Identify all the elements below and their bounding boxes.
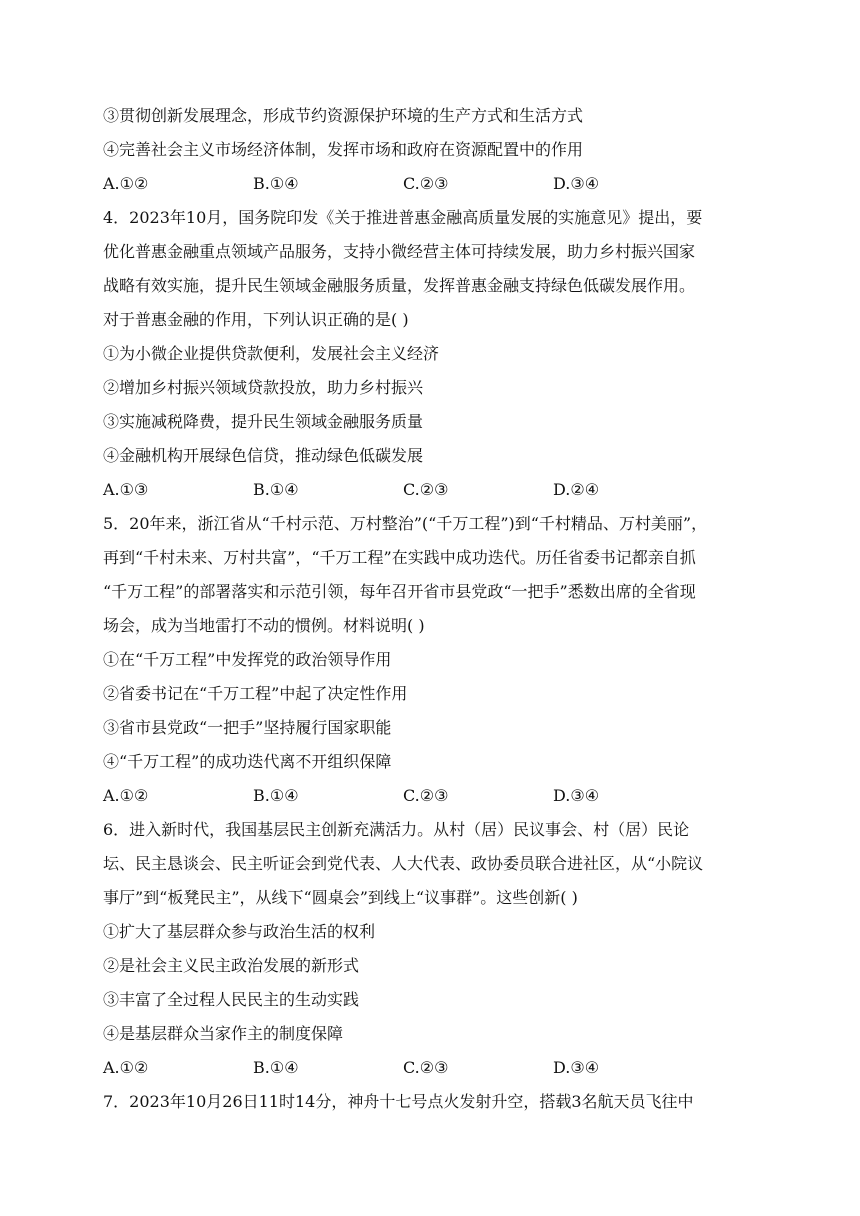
option-c: C.②③ bbox=[403, 1058, 449, 1077]
option-b: B.①④ bbox=[253, 174, 299, 193]
question-stem-line: 战略有效实施，提升民生领域金融服务质量，发挥普惠金融支持绿色低碳发展作用。 bbox=[103, 276, 696, 295]
choice-item: ②省委书记在“千万工程”中起了决定性作用 bbox=[103, 684, 408, 703]
option-c: C.②③ bbox=[403, 174, 449, 193]
question-stem-line: 再到“千村未来、万村共富”，“千万工程”在实践中成功迭代。历任省委书记都亲自抓 bbox=[103, 548, 696, 567]
answer-options bbox=[103, 473, 763, 507]
question-stem-line: 7．2023年10月26日11时14分，神舟十七号点火发射升空，搭载3名航天员飞往中 bbox=[103, 1092, 694, 1111]
question-stem-line: 对于普惠金融的作用，下列认识正确的是( ) bbox=[103, 310, 409, 329]
choice-item: ②是社会主义民主政治发展的新形式 bbox=[103, 956, 360, 975]
choice-item: ②增加乡村振兴领域贷款投放，助力乡村振兴 bbox=[103, 378, 424, 397]
option-a: A.①② bbox=[103, 786, 149, 805]
answer-options bbox=[103, 779, 763, 813]
question-stem-line: 场会，成为当地雷打不动的惯例。材料说明( ) bbox=[103, 616, 425, 635]
option-b: B.①④ bbox=[253, 480, 299, 499]
option-c: C.②③ bbox=[403, 480, 449, 499]
choice-item: ④完善社会主义市场经济体制，发挥市场和政府在资源配置中的作用 bbox=[103, 140, 584, 159]
option-a: A.①③ bbox=[103, 480, 149, 499]
choice-item: ①为小微企业提供贷款便利，发展社会主义经济 bbox=[103, 344, 440, 363]
option-d: D.③④ bbox=[553, 786, 600, 805]
option-d: D.③④ bbox=[553, 1058, 600, 1077]
question-stem-line: 优化普惠金融重点领域产品服务，支持小微经营主体可持续发展，助力乡村振兴国家 bbox=[103, 242, 696, 261]
option-a: A.①② bbox=[103, 1058, 149, 1077]
answer-options bbox=[103, 167, 763, 201]
question-6 bbox=[103, 813, 763, 1085]
document-page bbox=[103, 99, 763, 1119]
option-c: C.②③ bbox=[403, 786, 449, 805]
choice-item: ③丰富了全过程人民民主的生动实践 bbox=[103, 990, 360, 1009]
question-stem-line: 5．20年来，浙江省从“千村示范、万村整治”(“千万工程”)到“千村精品、万村美丽”， bbox=[103, 514, 708, 533]
choice-item: ③贯彻创新发展理念，形成节约资源保护环境的生产方式和生活方式 bbox=[103, 106, 584, 125]
choice-item: ④金融机构开展绿色信贷，推动绿色低碳发展 bbox=[103, 446, 424, 465]
choice-item: ③实施减税降费，提升民生领域金融服务质量 bbox=[103, 412, 424, 431]
choice-item: ①在“千万工程”中发挥党的政治领导作用 bbox=[103, 650, 392, 669]
question-stem-line: 坛、民主恳谈会、民主听证会到党代表、人大代表、政协委员联合进社区，从“小院议 bbox=[103, 854, 704, 873]
option-a: A.①② bbox=[103, 174, 149, 193]
question-3-tail bbox=[103, 99, 763, 201]
question-4 bbox=[103, 201, 763, 507]
choice-item: ③省市县党政“一把手”坚持履行国家职能 bbox=[103, 718, 392, 737]
choice-item: ④“千万工程”的成功迭代离不开组织保障 bbox=[103, 752, 392, 771]
choice-item: ④是基层群众当家作主的制度保障 bbox=[103, 1024, 344, 1043]
choice-item: ①扩大了基层群众参与政治生活的权利 bbox=[103, 922, 376, 941]
answer-options bbox=[103, 1051, 763, 1085]
question-5 bbox=[103, 507, 763, 813]
option-d: D.②④ bbox=[553, 480, 600, 499]
option-b: B.①④ bbox=[253, 786, 299, 805]
option-b: B.①④ bbox=[253, 1058, 299, 1077]
question-stem-line: 4．2023年10月，国务院印发《关于推进普惠金融高质量发展的实施意见》提出，要 bbox=[103, 208, 703, 227]
option-d: D.③④ bbox=[553, 174, 600, 193]
question-7 bbox=[103, 1085, 763, 1119]
question-stem-line: 6．进入新时代，我国基层民主创新充满活力。从村（居）民议事会、村（居）民论 bbox=[103, 820, 690, 839]
question-stem-line: “千万工程”的部署落实和示范引领，每年召开省市县党政“一把手”悉数出席的全省现 bbox=[103, 582, 696, 601]
question-stem-line: 事厅”到“板凳民主”，从线下“圆桌会”到线上“议事群”。这些创新( ) bbox=[103, 888, 578, 907]
